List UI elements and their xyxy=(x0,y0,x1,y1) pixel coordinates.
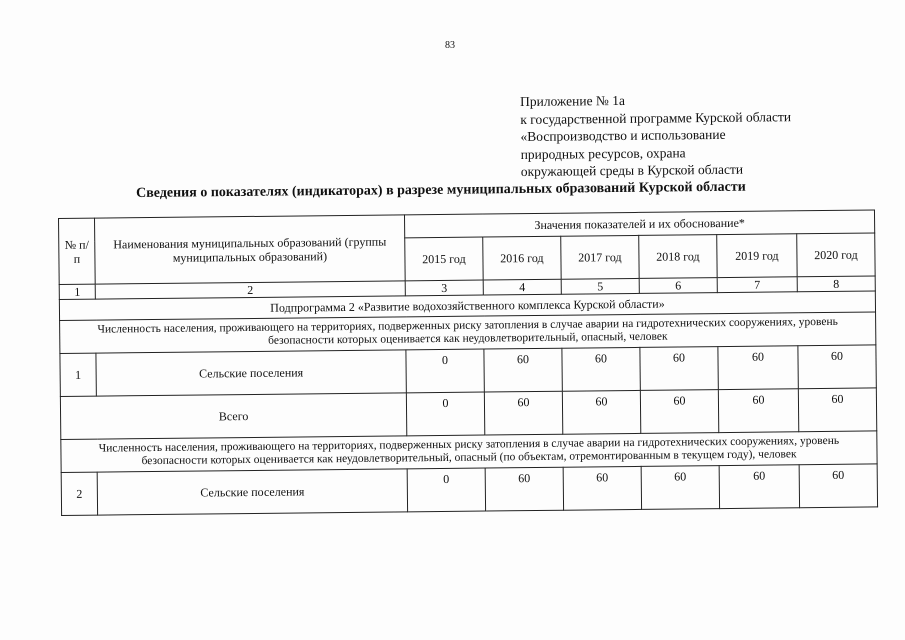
row-value: 0 xyxy=(407,468,485,512)
row-value: 60 xyxy=(640,347,718,391)
row-number: 2 xyxy=(61,472,97,515)
row-value: 60 xyxy=(799,464,878,508)
total-value: 60 xyxy=(562,390,640,434)
row-value: 60 xyxy=(718,346,798,390)
total-value: 60 xyxy=(640,390,718,434)
row-value: 60 xyxy=(485,467,563,511)
header-values-group: Значения показателей и их обоснование* xyxy=(404,210,874,238)
row-value: 0 xyxy=(406,349,484,393)
column-number: 5 xyxy=(561,278,639,294)
total-value: 60 xyxy=(718,389,798,433)
column-number: 6 xyxy=(639,278,717,294)
row-name: Сельские поселения xyxy=(96,350,406,396)
appendix-line: Приложение № 1а xyxy=(520,92,626,109)
appendix-line: природных ресурсов, охрана xyxy=(520,144,686,162)
appendix-line: к государственной программе Курской области xyxy=(520,108,792,127)
header-year: 2019 год xyxy=(717,234,797,278)
appendix-block xyxy=(520,90,792,180)
indicator-2-text: Численность населения, проживающего на территориях, подверженных риску затопления в случае аварии на гидротехнических сооружениях, уровень безопасности которых оценивается как неудовлетворительный, опасный (по объектам, отремонтированным в текущем году), человек xyxy=(61,431,877,473)
header-year: 2020 год xyxy=(797,233,876,277)
column-number: 3 xyxy=(405,280,483,296)
total-value: 60 xyxy=(798,388,877,432)
column-number: 1 xyxy=(59,284,95,299)
column-number: 4 xyxy=(483,279,561,295)
row-number: 1 xyxy=(60,353,96,396)
header-name: Наименования муниципальных образований (группы муниципальных образований) xyxy=(95,215,406,284)
header-year: 2015 год xyxy=(405,237,483,281)
document-title: Сведения о показателях (индикаторах) в разрезе муниципальных образований Курской области xyxy=(136,179,746,201)
header-year: 2018 год xyxy=(639,235,717,279)
row-value: 60 xyxy=(484,348,562,392)
table-row xyxy=(61,464,877,516)
column-number: 2 xyxy=(95,281,405,299)
subprogram-title: Подпрограмма 2 «Развитие водохозяйственного комплекса Курской области» xyxy=(59,291,875,321)
row-value: 60 xyxy=(563,466,641,510)
total-label: Всего xyxy=(60,393,406,440)
column-number: 8 xyxy=(797,276,875,292)
indicators-table xyxy=(58,209,878,516)
row-value: 60 xyxy=(641,466,719,510)
appendix-line: окружающей среды в Курской области xyxy=(520,161,744,179)
header-year: 2017 год xyxy=(561,235,639,279)
total-value: 60 xyxy=(484,391,562,435)
row-name: Сельские поселения xyxy=(97,469,407,515)
row-value: 60 xyxy=(798,345,877,389)
indicators-table-wrapper xyxy=(58,209,878,516)
column-number: 7 xyxy=(717,277,797,293)
page-number: 83 xyxy=(445,40,455,51)
indicator-1-text: Численность населения, проживающего на территориях, подверженных риску затопления в случае аварии на гидротехнических сооружениях, уровень безопасности которых оценивается как неудовлетворительный, опасный, человек xyxy=(60,312,876,354)
appendix-line: «Воспроизводство и использование xyxy=(520,126,726,144)
total-value: 0 xyxy=(406,392,484,436)
row-value: 60 xyxy=(562,347,640,391)
header-year: 2016 год xyxy=(483,236,561,280)
header-num: № п/п xyxy=(59,218,96,284)
row-value: 60 xyxy=(719,465,799,509)
